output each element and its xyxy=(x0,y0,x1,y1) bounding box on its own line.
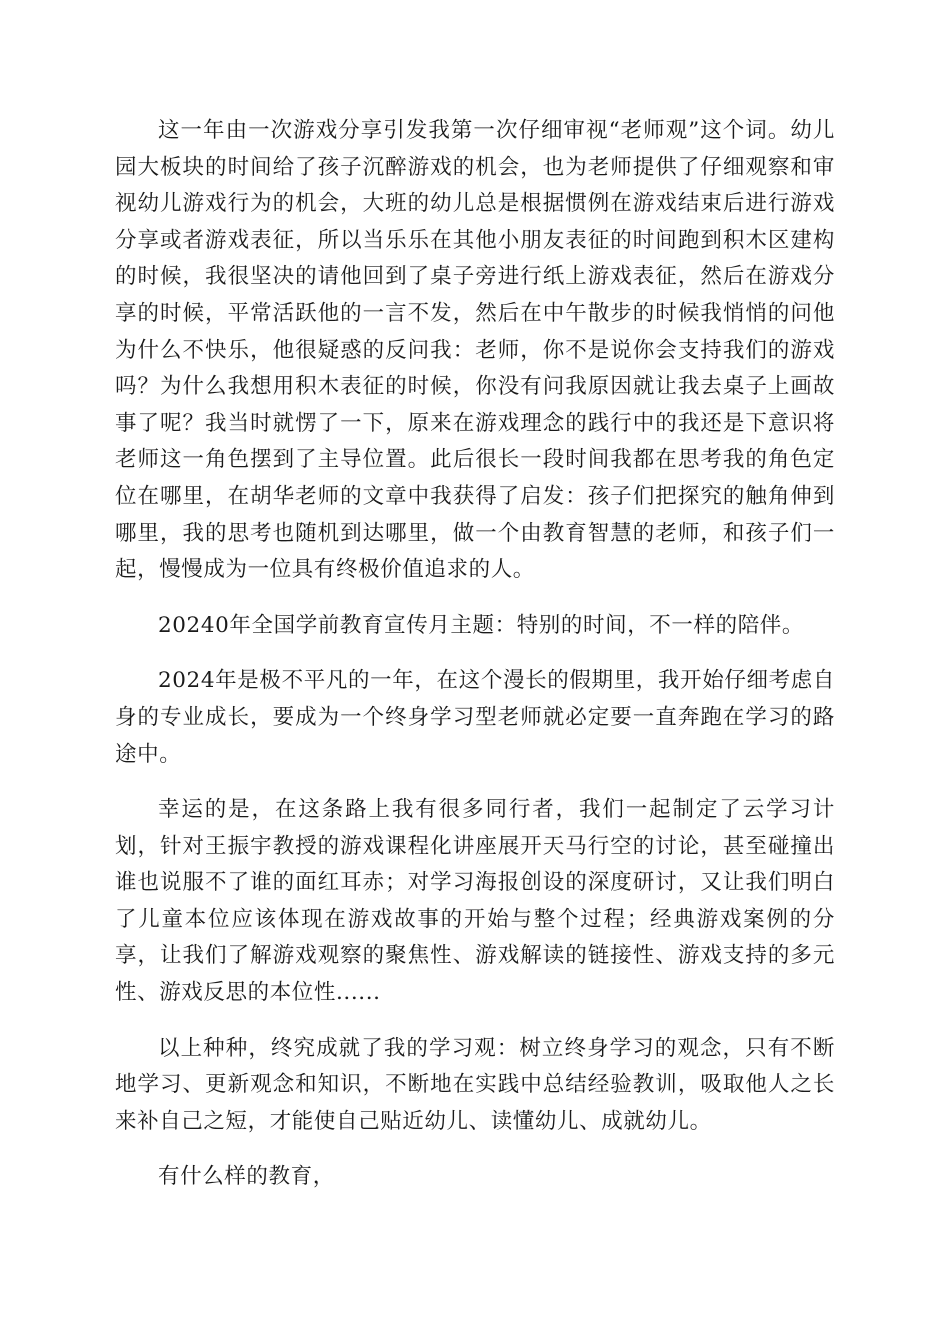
paragraph-learning-view: 以上种种，终究成就了我的学习观：树立终身学习的观念，只有不断地学习、更新观念和知识，不断地在实践中总结经验教训，吸取他人之长来补自己之短，才能使自己贴近幼儿、读懂幼儿、成就幼儿。 xyxy=(115,1035,835,1134)
paragraph-professional-growth: 2024年是极不平凡的一年，在这个漫长的假期里，我开始仔细考虑自身的专业成长，要成为一个终身学习型老师就必定要一直奔跑在学习的路途中。 xyxy=(115,668,835,767)
paragraph-teacher-view: 这一年由一次游戏分享引发我第一次仔细审视“老师观”这个词。幼儿园大板块的时间给了孩子沉醉游戏的机会，也为老师提供了仔细观察和审视幼儿游戏行为的机会，大班的幼儿总是根据惯例在游戏结束后进行游戏分享或者游戏表征，所以当乐乐在其他小朋友表征的时间跑到积木区建构的时候，我很坚决的请他回到了桌子旁进行纸上游戏表征，然后在游戏分享的时候，平常活跃他的一言不发，然后在中午散步的时候我悄悄的问他为什么不快乐，他很疑惑的反问我：老师，你不是说你会支持我们的游戏吗？为什么我想用积木表征的时候，你没有问我原因就让我去桌子上画故事了呢？我当时就愣了一下，原来在游戏理念的践行中的我还是下意识将老师这一角色摆到了主导位置。此后很长一段时间我都在思考我的角色定位在哪里，在胡华老师的文章中我获得了启发：孩子们把探究的触角伸到哪里，我的思考也随机到达哪里，做一个由教育智慧的老师，和孩子们一起，慢慢成为一位具有终极价值追求的人。 xyxy=(115,118,835,583)
paragraph-fellow-learners: 幸运的是，在这条路上我有很多同行者，我们一起制定了云学习计划，针对王振宇教授的游戏课程化讲座展开天马行空的讨论，甚至碰撞出谁也说服不了谁的面红耳赤；对学习海报创设的深度研讨，又让我们明白了儿童本位应该体现在游戏故事的开始与整个过程；经典游戏案例的分享，让我们了解游戏观察的聚焦性、游戏解读的链接性、游戏支持的多元性、游戏反思的本位性...... xyxy=(115,797,835,1006)
document-body xyxy=(115,113,835,1215)
paragraph-campaign-theme: 20240年全国学前教育宣传月主题：特别的时间，不一样的陪伴。 xyxy=(158,612,804,638)
paragraph-closing: 有什么样的教育， xyxy=(158,1164,335,1190)
